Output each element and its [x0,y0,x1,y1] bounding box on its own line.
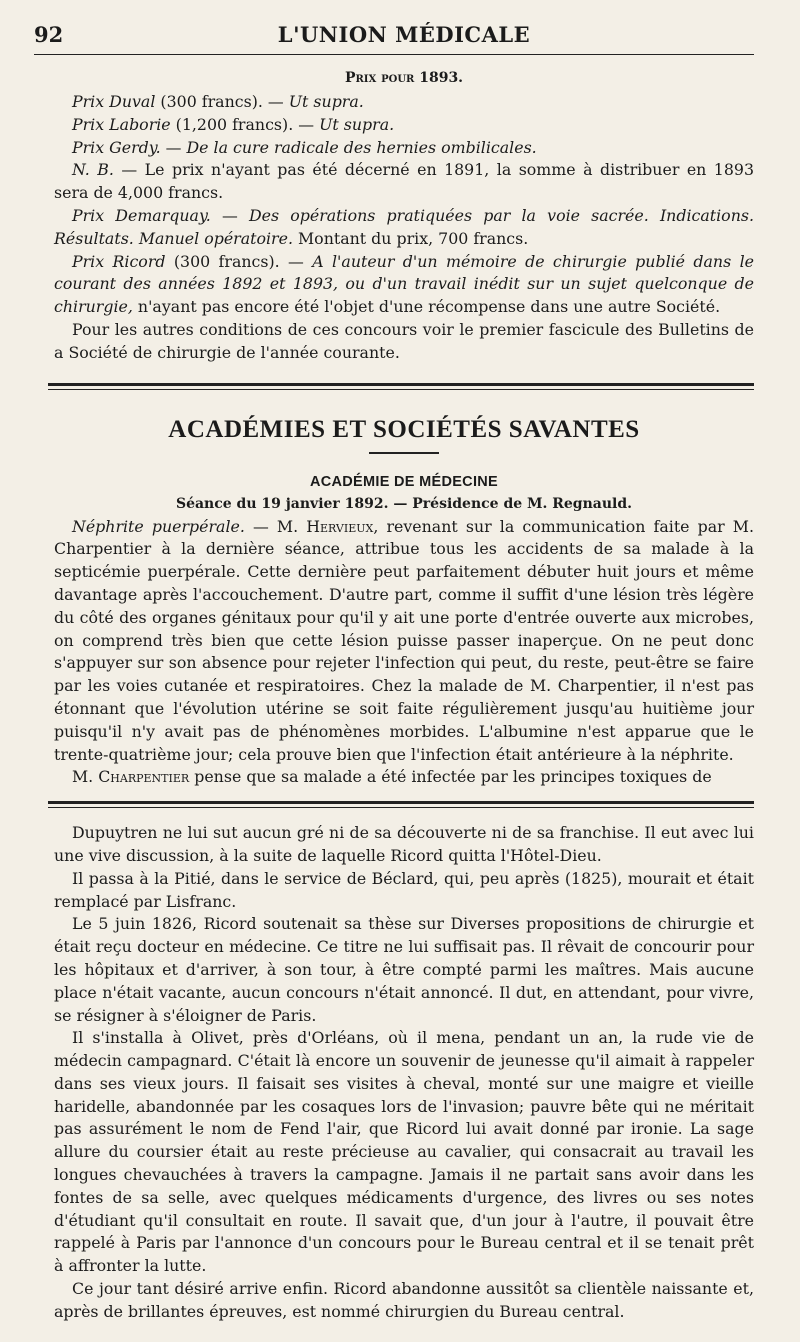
prix-entry: Prix Duval (300 francs). — Ut supra. [72,92,364,111]
prix-entry: N. B. — Le prix n'ayant pas été décerné en 1891, la somme à distribuer en 1893 sera de 4,000 francs. [54,160,755,203]
feuilleton-paragraph: Dupuytren ne lui sut aucun gré ni de sa découverte ni de sa franchise. Il eut avec lui une vive discussion, à la suite de laquelle Ricord quitta l'Hôtel-Dieu. [54,823,754,865]
report-paragraph: Néphrite puerpérale. — M. Hervieux, revenant sur la communication faite par M. Charpentier à la dernière séance, attribue tous les accidents de sa malade à la septicémie puerpérale. Cette dernière peut parfaitement débuter huit jours et même davantage après l'accouchement. D'autre part, comme il suffit d'une lésion très légère du côté des organes génitaux pour qu'il y ait une porte d'entrée ouverte aux microbes, on comprend très bien que cette lésion puisse passer inaperçue. On ne peut donc s'appuyer sur son absence pour rejeter l'infection qui peut, du reste, peut-être se faire par les voies cutanée et respiratoires. Chez la malade de M. Charpentier, il n'est pas étonnant que l'évolution utérine se soit faite régulièrement jusqu'au huitième jour puisqu'il n'y avait pas de phénomènes morbides. L'albumine n'est apparue que le trente-quatrième jour; cela prouve bien que l'infection était antérieure à la néphrite. [54,516,754,764]
feuilleton-paragraph: Il passa à la Pitié, dans le service de Béclard, qui, peu après (1825), mourait et était remplacé par Lisfranc. [54,868,754,911]
header-rule [34,54,754,55]
feuilleton-divider [48,801,754,808]
report-paragraph: M. Charpentier pense que sa malade a été infectée par les principes toxiques de [72,767,712,787]
section-divider [48,383,754,390]
prix-heading: Prix pour 1893. [344,70,464,86]
prix-entry: Prix Laborie (1,200 francs). — Ut supra. [72,114,395,134]
running-head [34,18,754,50]
journal-title: L'UNION MÉDICALE [277,22,531,47]
title-underline [369,452,439,454]
seance-line: Séance du 19 janvier 1892. — Présidence de M. Regnauld. [175,495,633,512]
section-title: ACADÉMIES ET SOCIÉTÉS SAVANTES [168,415,640,443]
academy-subtitle: ACADÉMIE DE MÉDECINE [309,473,499,490]
academy-report [54,516,754,790]
feuilleton-paragraph: Il s'installa à Olivet, près d'Orléans, où il mena, pendant un an, la rude vie de médecin campagnard. C'était là encore un souvenir de jeunesse qu'il aimait à rappeler dans ses vieux jours. Il faisait ses visites à cheval, monté sur une maigre et vieille haridelle, abandonnée par les cosaques lors de l'invasion; pauvre bête qui ne méritait pas assurément le nom de Fend l'air, que Ricord lui avait donné par ironie. La sage allure du coursier était au reste précieuse au cavalier, qui consacrait au travail les longues chevauchées à travers la campagne. Jamais il ne partait sans avoir dans les fontes de sa selle, avec quelques médicaments d'urgence, des livres ou ses notes d'étudiant qu'il consultait en route. Il savait que, d'un jour à l'autre, il pouvait être rappelé à Paris par l'annonce d'un concours pour le Bureau central et il se tenait prêt à affronter la lutte. [54,1028,754,1276]
prix-entry: Prix Ricord (300 francs). — A l'auteur d'un mémoire de chirurgie publié dans le courant des années 1892 et 1893, ou d'un travail inédit sur un sujet quelconque de chirurgie, n'ayant pas encore été l'objet d'une récompense dans une autre Société. [54,251,754,317]
page-number: 92 [34,22,64,47]
prix-entry: Prix Gerdy. — De la cure radicale des hernies ombilicales. [72,137,537,157]
feuilleton-paragraph: Ce jour tant désiré arrive enfin. Ricord abandonne aussitôt sa clientèle naissante et, après de brillantes épreuves, est nommé chirurgien du Bureau central. [54,1279,754,1321]
prix-entry: Prix Demarquay. — Des opérations pratiquées par la voie sacrée. Indications. Résultats. Manuel opératoire. Montant du prix, 700 francs. [54,205,754,248]
prix-closing: Pour les autres conditions de ces concours voir le premier fascicule des Bulletins de a Société de chirurgie de l'année courante. [54,319,754,362]
feuilleton [54,822,754,1324]
prix-list [54,91,754,365]
feuilleton-paragraph: Le 5 juin 1826, Ricord soutenait sa thèse sur Diverses propositions de chirurgie et était reçu docteur en médecine. Ce titre ne lui suffisait pas. Il rêvait de concourir pour les hôpitaux et d'arriver, à son tour, à être compté parmi les maîtres. Mais aucune place n'était vacante, aucun concours n'était annoncé. Il dut, en attendant, pour vivre, se résigner à s'éloigner de Paris. [54,914,754,1025]
